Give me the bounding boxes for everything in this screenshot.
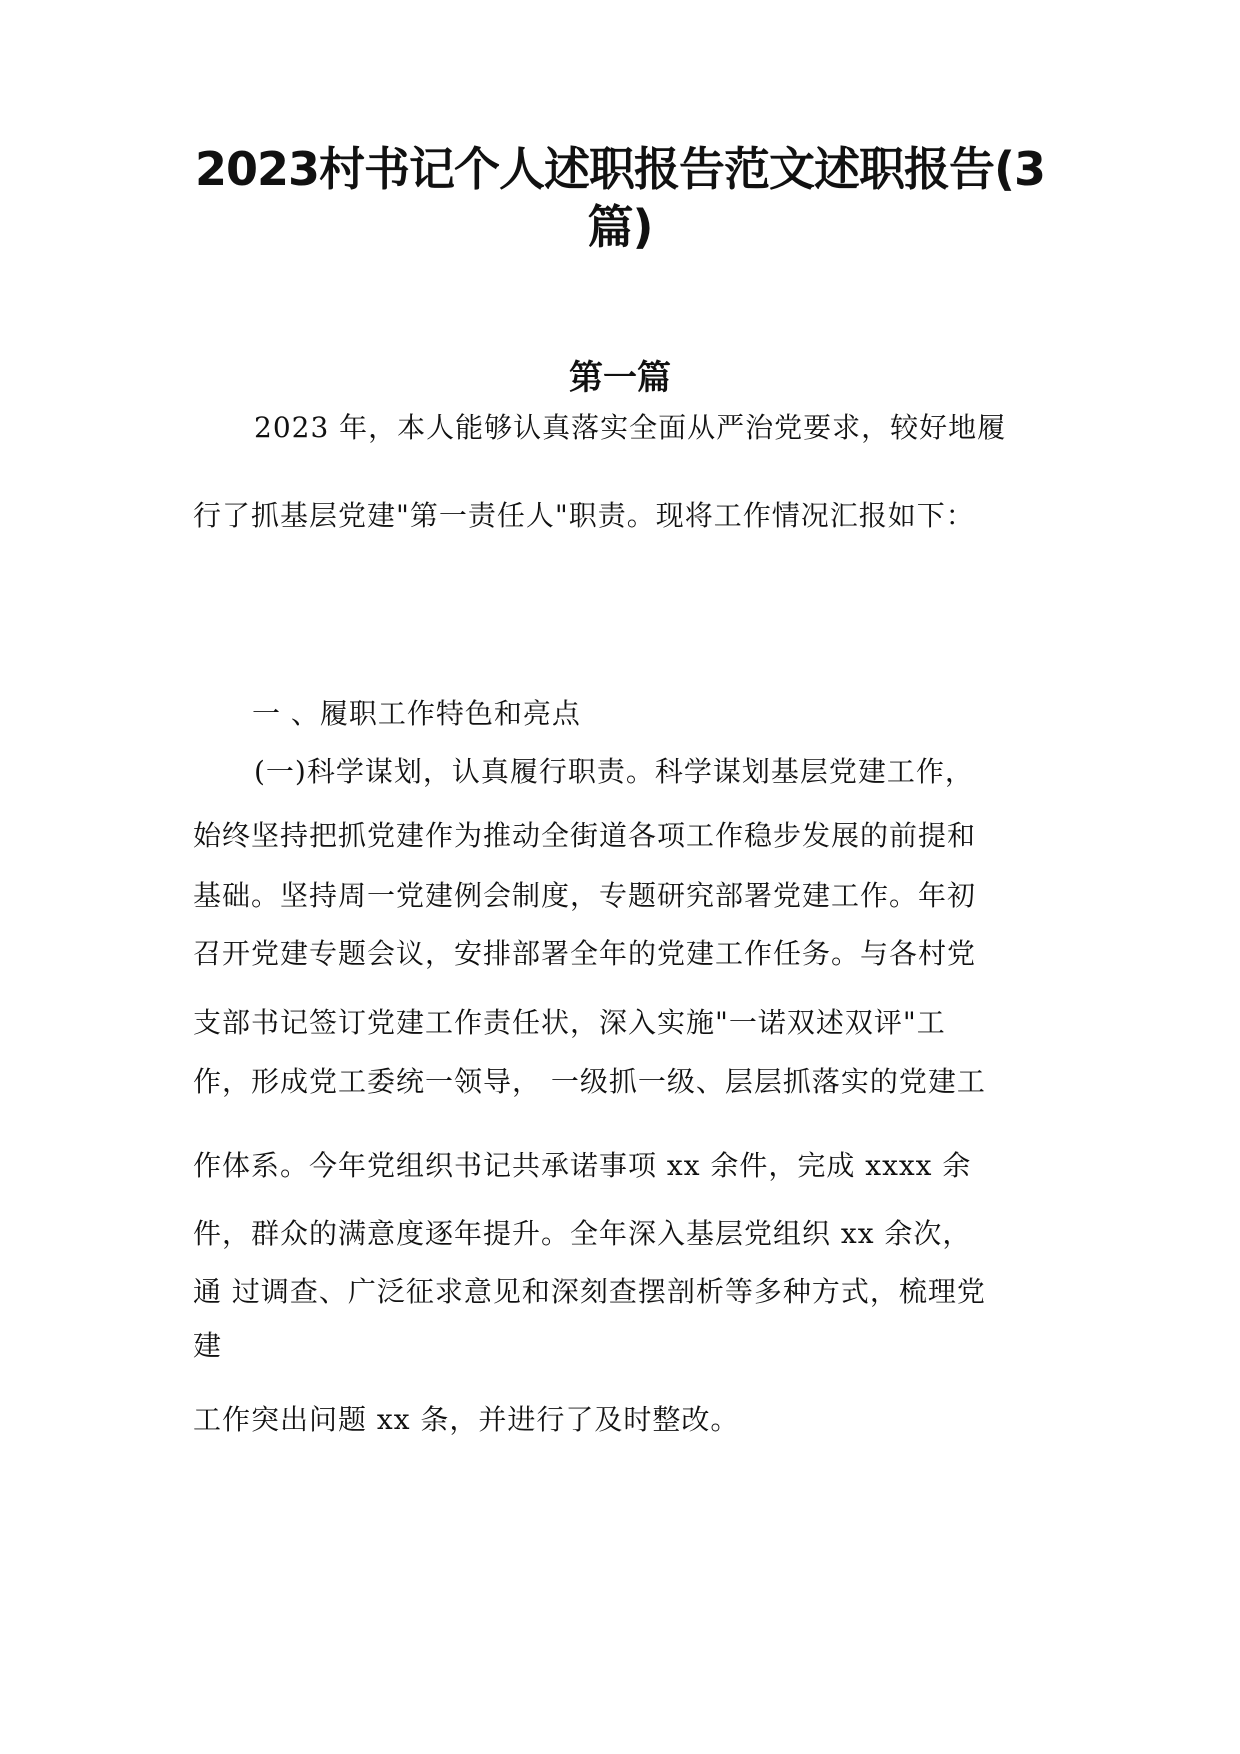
paragraph-line: (一)科学谋划，认真履行职责。科学谋划基层党建工作， bbox=[254, 755, 974, 788]
paragraph-line: 行了抓基层党建"第一责任人"职责。现将工作情况汇报如下： bbox=[193, 499, 975, 532]
paragraph-line: 工作突出问题 xx 条，并进行了及时整改。 bbox=[193, 1403, 740, 1436]
section-heading: 第一篇 bbox=[569, 358, 671, 398]
paragraph-line: 建 bbox=[193, 1329, 223, 1362]
paragraph-line: 始终坚持把抓党建作为推动全街道各项工作稳步发展的前提和 bbox=[193, 819, 977, 852]
paragraph-line: 作体系。今年党组织书记共承诺事项 xx 余件，完成 xxxx 余 bbox=[193, 1149, 972, 1182]
paragraph-line: 通 过调查、广泛征求意见和深刻查摆剖析等多种方式，梳理党 bbox=[193, 1275, 986, 1308]
paragraph-line: 件，群众的满意度逐年提升。全年深入基层党组织 xx 余次， bbox=[193, 1217, 972, 1250]
paragraph-line: 2023 年，本人能够认真落实全面从严治党要求，较好地履 bbox=[254, 411, 1007, 444]
paragraph-line: 召开党建专题会议，安排部署全年的党建工作任务。与各村党 bbox=[193, 937, 977, 970]
paragraph-line: 作，形成党工委统一领导， 一级抓一级、层层抓落实的党建工 bbox=[193, 1065, 986, 1098]
document-title-line-1: 2023村书记个人述职报告范文述职报告(3 bbox=[194, 142, 1046, 196]
section-subheading: 一 、履职工作特色和亮点 bbox=[252, 697, 581, 730]
paragraph-line: 基础。坚持周一党建例会制度，专题研究部署党建工作。年初 bbox=[193, 879, 977, 912]
document-title-line-2: 篇) bbox=[587, 200, 653, 254]
paragraph-line: 支部书记签订党建工作责任状，深入实施"一诺双述双评"工 bbox=[193, 1006, 946, 1039]
